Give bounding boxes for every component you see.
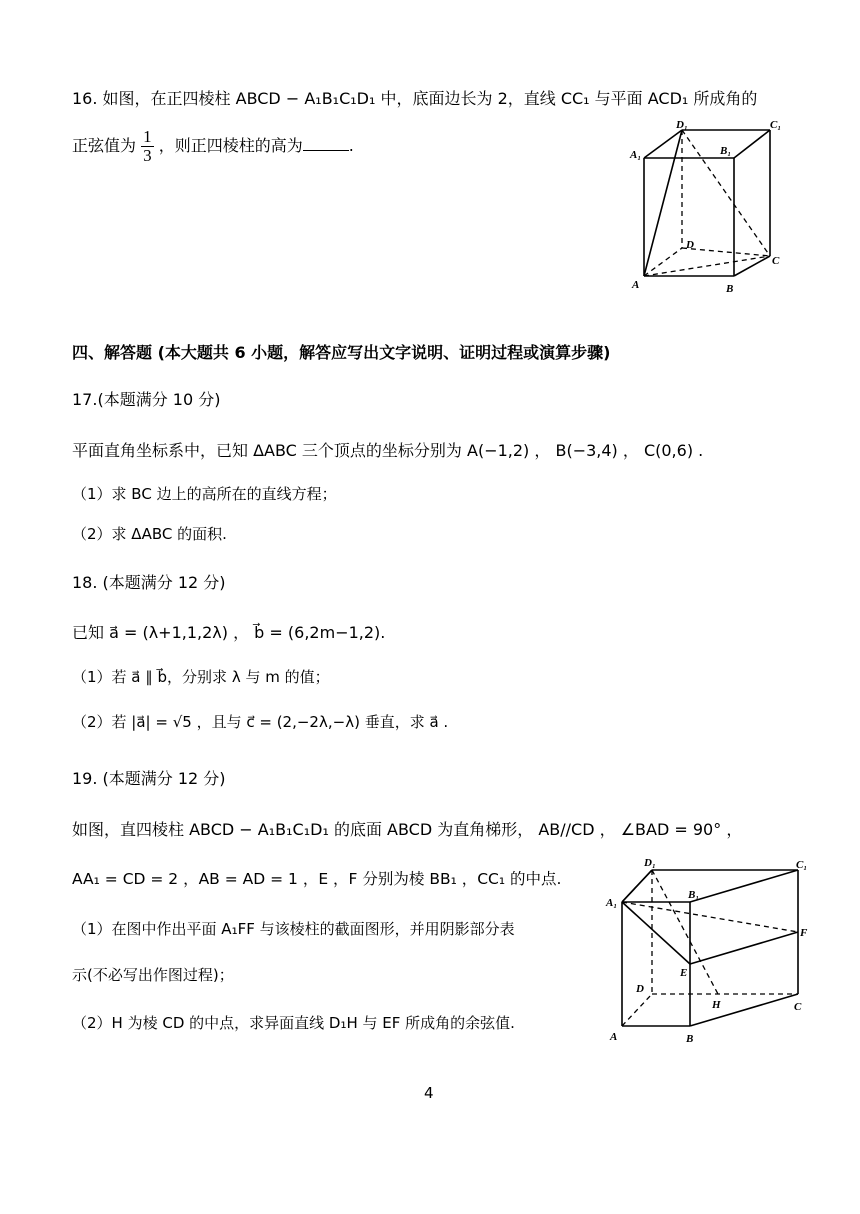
label-d: D xyxy=(686,239,694,251)
label-a: A xyxy=(610,1031,618,1043)
q17-part2: （2）求 ΔABC 的面积. xyxy=(72,525,227,543)
q18-part1: （1）若 a⃗ ∥ b⃗，分别求 λ 与 m 的值； xyxy=(72,668,330,686)
q16-line1: 16. 如图，在正四棱柱 ABCD − A₁B₁C₁D₁ 中，底面边长为 2，直线 CC₁ 与平面 ACD₁ 所成角的 xyxy=(72,89,758,108)
fraction-denominator: 3 xyxy=(143,146,152,165)
q16-line2-end: . xyxy=(348,136,354,155)
q16-line2 xyxy=(72,128,354,165)
label-a1: A₁ xyxy=(606,897,618,909)
label-d1: D₁ xyxy=(676,119,688,131)
label-c: C xyxy=(794,1001,802,1013)
label-a1: A₁ xyxy=(630,149,642,161)
label-d: D xyxy=(636,983,644,995)
section-title: 四、解答题 (本大题共 6 小题，解答应写出文字说明、证明过程或演算步骤) xyxy=(72,343,611,362)
label-c1: C₁ xyxy=(770,119,782,131)
q19-prism-figure xyxy=(600,852,815,1052)
label-f: F xyxy=(800,927,808,939)
label-c: C xyxy=(772,255,780,267)
q19-part1b: 示(不必写出作图过程)； xyxy=(72,966,234,984)
label-b1: B₁ xyxy=(720,145,732,157)
q19-stem2: AA₁ = CD = 2 ，AB = AD = 1 ，E ，F 分别为棱 BB₁ ，CC₁ 的中点. xyxy=(72,870,562,888)
q16-line2-pre: 正弦值为 xyxy=(72,136,137,155)
label-a: A xyxy=(632,279,640,291)
label-b1: B₁ xyxy=(688,889,700,901)
label-h: H xyxy=(712,999,721,1011)
label-b: B xyxy=(686,1033,694,1045)
q18-part2: （2）若 |a⃗| = √5 ，且与 c⃗ = (2,−2λ,−λ) 垂直，求 a⃗ . xyxy=(72,713,449,731)
label-e: E xyxy=(680,967,688,979)
label-c1: C₁ xyxy=(796,859,808,871)
q17-part1: （1）求 BC 边上的高所在的直线方程； xyxy=(72,485,337,503)
q19-stem1: 如图，直四棱柱 ABCD − A₁B₁C₁D₁ 的底面 ABCD 为直角梯形， AB//CD ， ∠BAD = 90° ， xyxy=(72,820,743,839)
fraction-numerator: 1 xyxy=(143,127,152,146)
label-d1: D₁ xyxy=(644,857,656,869)
q19-header: 19. (本题满分 12 分) xyxy=(72,769,226,788)
q19-part2: （2）H 为棱 CD 的中点，求异面直线 D₁H 与 EF 所成角的余弦值. xyxy=(72,1014,515,1032)
q18-header: 18. (本题满分 12 分) xyxy=(72,573,226,592)
q16-line2-post: ，则正四棱柱的高为 xyxy=(158,136,303,155)
q16-prism-figure xyxy=(620,116,800,296)
page-number: 4 xyxy=(424,1084,434,1102)
label-b: B xyxy=(726,283,734,295)
q17-header: 17.(本题满分 10 分) xyxy=(72,390,221,409)
q19-part1a: （1）在图中作出平面 A₁FF 与该棱柱的截面图形，并用阴影部分表 xyxy=(72,920,515,938)
q17-stem: 平面直角坐标系中，已知 ΔABC 三个顶点的坐标分别为 A(−1,2) ， B(−3,4) ， C(0,6) . xyxy=(72,441,704,460)
q16-fraction xyxy=(141,128,154,165)
q18-stem: 已知 a⃗ = (λ+1,1,2λ) ， b⃗ = (6,2m−1,2). xyxy=(72,623,386,642)
answer-blank xyxy=(303,136,349,151)
